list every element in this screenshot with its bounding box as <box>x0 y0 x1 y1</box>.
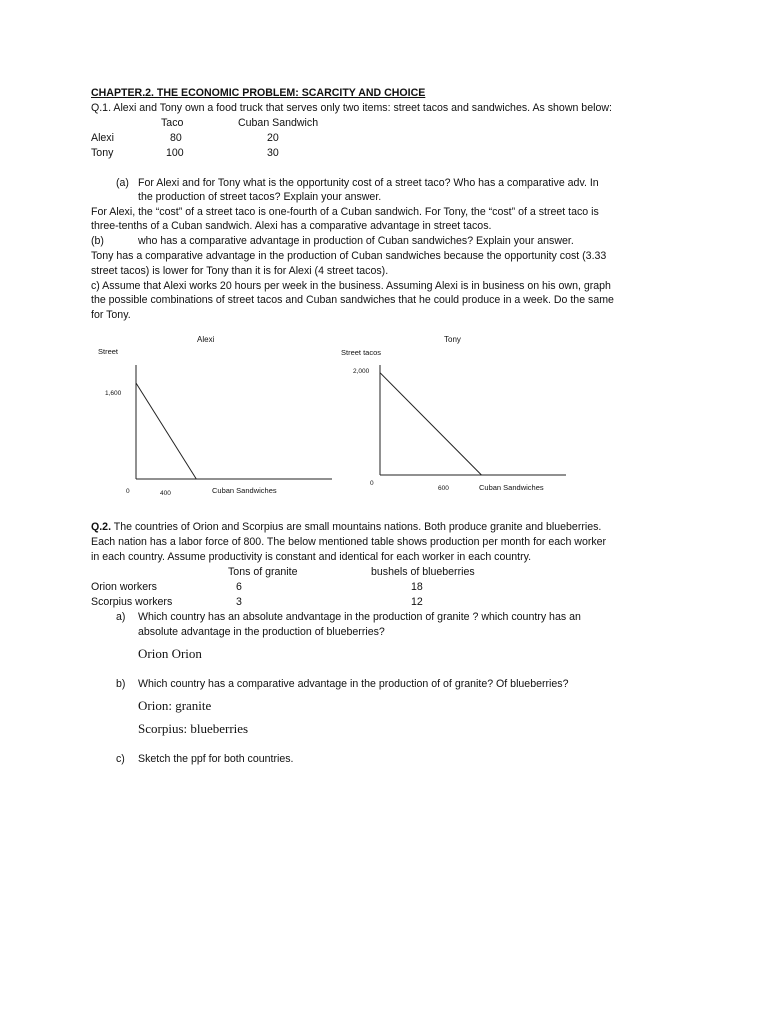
q2-row-name: Scorpius workers <box>91 596 173 608</box>
y-tick-label: 1,600 <box>105 390 122 397</box>
q2-intro-line2: Each nation has a labor force of 800. The below mentioned table shows production per month for each worker <box>91 536 607 548</box>
q2b-answer-line2: Scorpius: blueberries <box>138 721 249 736</box>
x-axis-label: Cuban Sandwiches <box>212 486 277 495</box>
x-tick-label: 600 <box>438 485 449 492</box>
q1-row-sandwich: 20 <box>267 132 279 144</box>
q1a-question-line1: For Alexi and for Tony what is the opportunity cost of a street taco? Who has a comparative adv. In <box>138 177 599 189</box>
page-title: CHAPTER.2. THE ECONOMIC PROBLEM: SCARCITY AND CHOICE <box>91 87 426 99</box>
origin-label: 0 <box>126 488 130 495</box>
y-axis-label: Street <box>98 347 119 356</box>
q1a-question-line2: the production of street tacos? Explain your answer. <box>138 191 382 203</box>
q1a-label: (a) <box>116 177 129 189</box>
tony-ppf-chart <box>338 330 568 500</box>
ppf-line <box>136 383 196 479</box>
q2-intro-text: The countries of Orion and Scorpius are small mountains nations. Both produce granite and blueberries. <box>111 521 602 533</box>
origin-label: 0 <box>370 480 374 487</box>
q1-row-sandwich: 30 <box>267 147 279 159</box>
q1b-label: (b) <box>91 235 104 247</box>
q2-row-blueberries: 12 <box>411 596 423 608</box>
chart-title: Alexi <box>197 335 215 344</box>
q2-row-granite: 3 <box>236 596 242 608</box>
q2b-label: b) <box>116 678 126 690</box>
q2b-question: Which country has a comparative advantage in the production of of granite? Of blueberries? <box>138 678 569 690</box>
chart-title: Tony <box>444 335 461 344</box>
q1b-question: who has a comparative advantage in production of Cuban sandwiches? Explain your answer. <box>138 235 574 247</box>
q2a-label: a) <box>116 611 126 623</box>
ppf-line <box>380 373 481 475</box>
q2-intro-line1 <box>91 520 601 535</box>
q2c-question: Sketch the ppf for both countries. <box>138 753 294 765</box>
q2-row-blueberries: 18 <box>411 581 423 593</box>
q2b-answer-line1: Orion: granite <box>138 698 212 713</box>
q1c-line2: the possible combinations of street tacos and Cuban sandwiches that he could produce in a week. Do the same <box>91 294 614 306</box>
q1b-answer-line2: street tacos) is lower for Tony than it is for Alexi (4 street tacos). <box>91 265 389 277</box>
q2-number: Q.2. <box>91 521 112 533</box>
q1a-answer-line1: For Alexi, the “cost” of a street taco is one-fourth of a Cuban sandwich. For Tony, the “cost” of a street taco is <box>91 206 599 218</box>
q2a-answer: Orion Orion <box>138 646 202 661</box>
q2-table-header-blueberries: bushels of blueberries <box>371 566 475 578</box>
q2-intro-line3: in each country. Assume productivity is constant and identical for each worker in each country. <box>91 551 532 563</box>
q1-row-name: Alexi <box>91 132 114 144</box>
q1-row-name: Tony <box>91 147 114 159</box>
q2-row-name: Orion workers <box>91 581 157 593</box>
q1-row-taco: 100 <box>166 147 184 159</box>
q1-table-header-taco: Taco <box>161 117 184 129</box>
q1-table-header-sandwich: Cuban Sandwich <box>238 117 319 129</box>
q1c-line3: for Tony. <box>91 309 131 321</box>
q2a-question-line2: absolute advantage in the production of blueberries? <box>138 626 385 638</box>
x-axis-label: Cuban Sandwiches <box>479 483 544 492</box>
q1-row-taco: 80 <box>170 132 182 144</box>
y-tick-label: 2,000 <box>353 368 370 375</box>
q1b-answer-line1: Tony has a comparative advantage in the production of Cuban sandwiches because the opportunity cost (3.33 <box>91 250 607 262</box>
q2-table-header-granite: Tons of granite <box>228 566 298 578</box>
q1c-line1: c) Assume that Alexi works 20 hours per week in the business. Assuming Alexi is in business on his own, graph <box>91 280 611 292</box>
q1-intro: Q.1. Alexi and Tony own a food truck that serves only two items: street tacos and sandwiches. As shown below: <box>91 102 612 114</box>
y-axis-label: Street tacos <box>341 348 382 357</box>
q1a-answer-line2: three-tenths of a Cuban sandwich. Alexi has a comparative advantage in street tacos. <box>91 220 492 232</box>
alexi-ppf-chart <box>92 330 342 505</box>
q2-row-granite: 6 <box>236 581 242 593</box>
q2c-label: c) <box>116 753 125 765</box>
q2a-question-line1: Which country has an absolute andvantage in the production of granite ? which country has an <box>138 611 581 623</box>
x-tick-label: 400 <box>160 490 171 497</box>
